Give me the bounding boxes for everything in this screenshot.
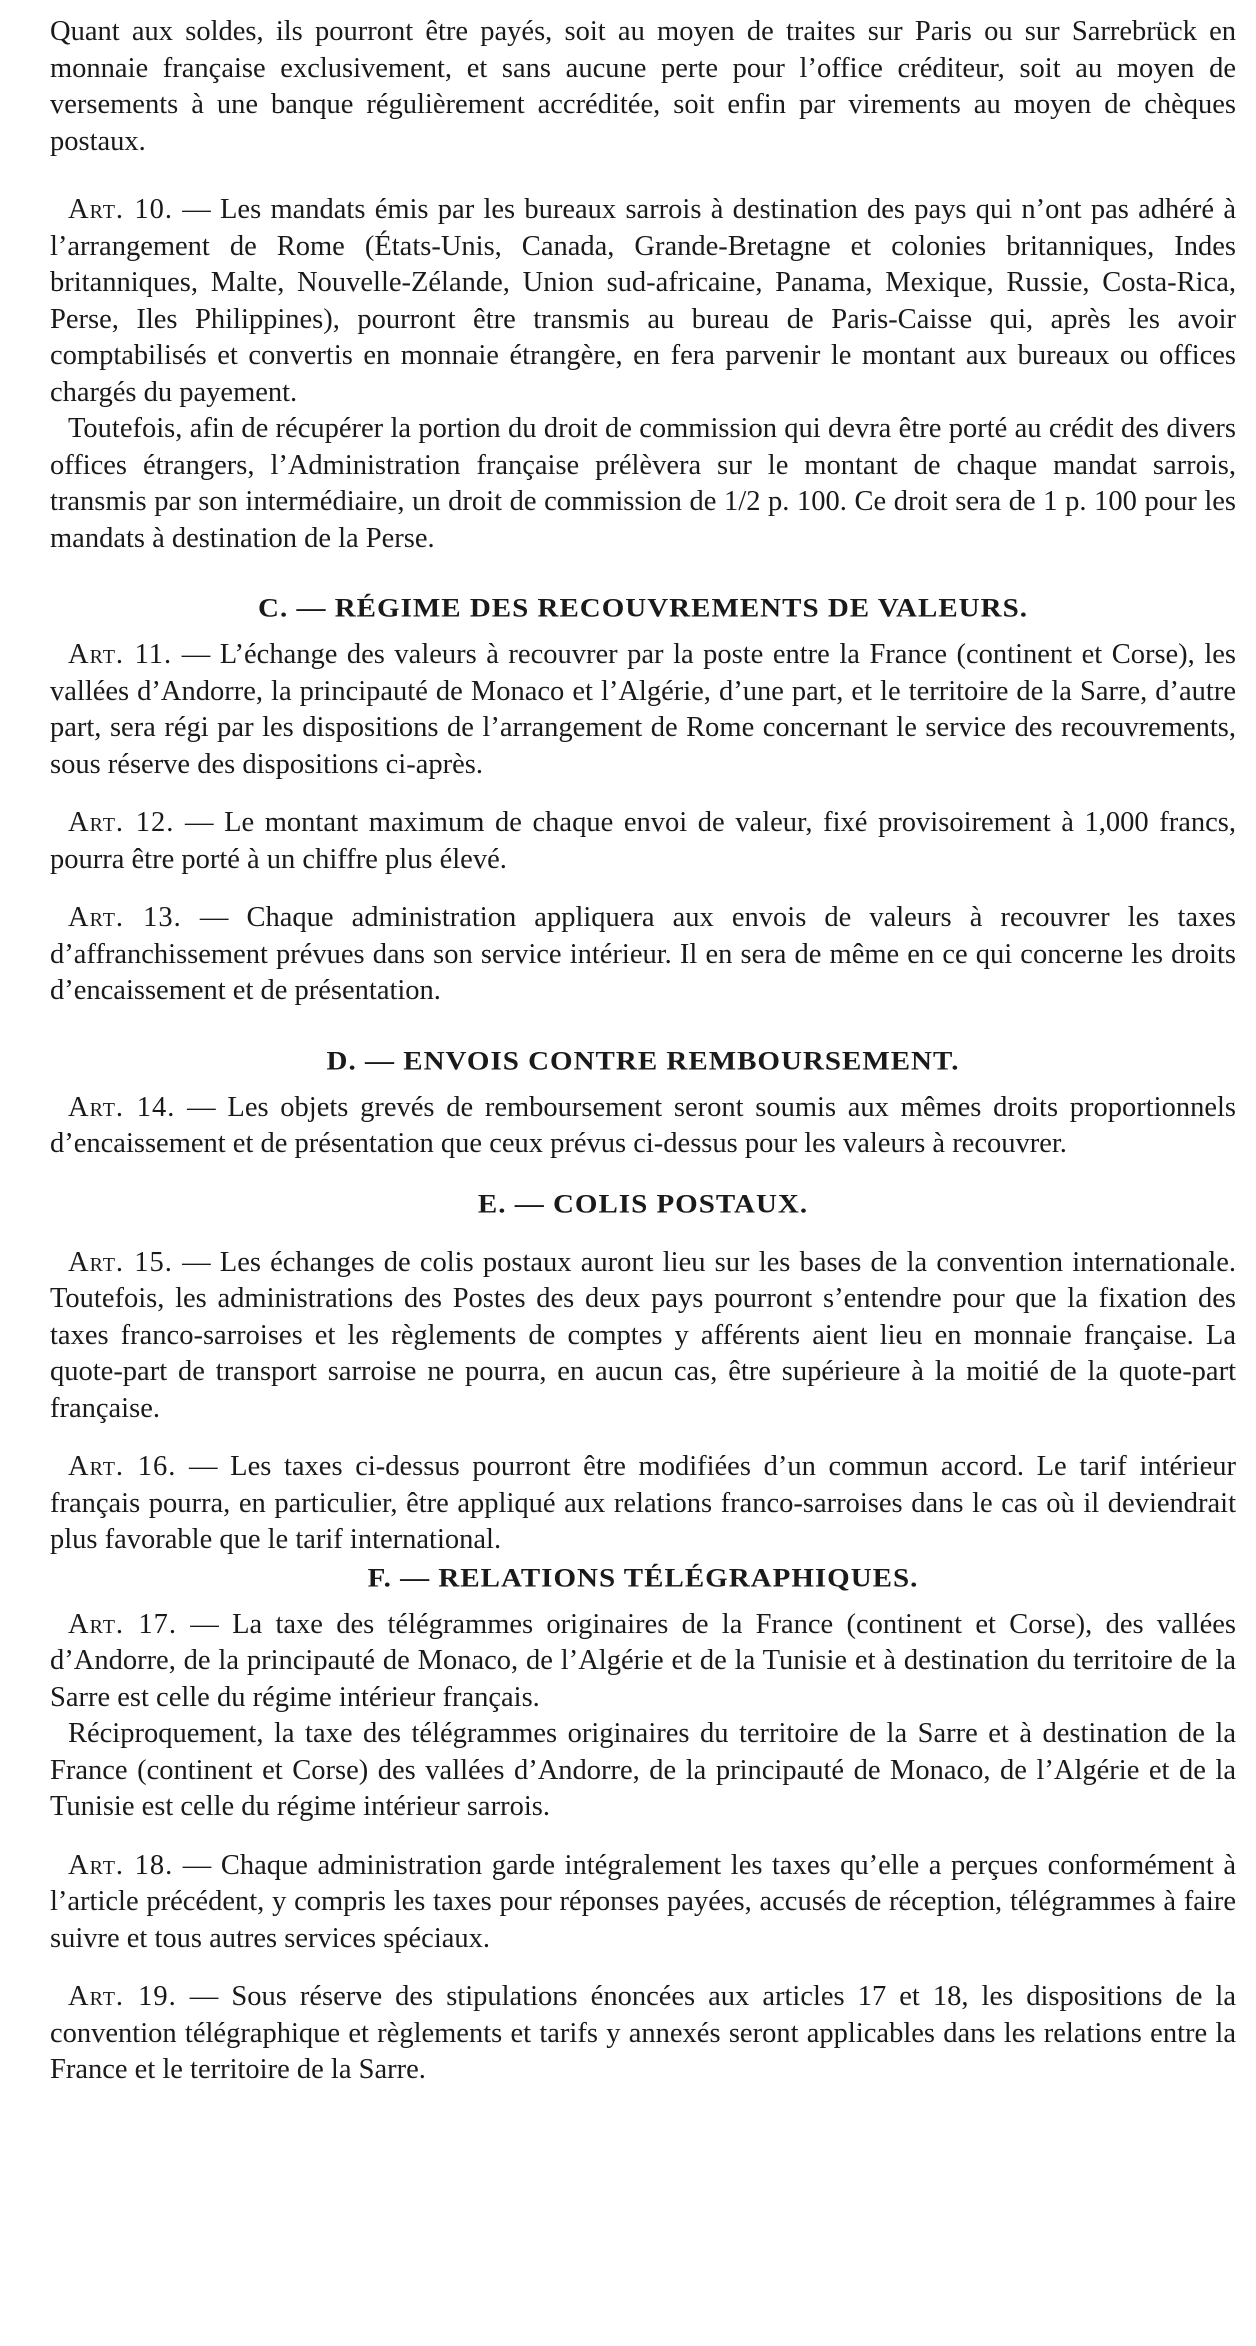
- section-heading-e: E. — COLIS POSTAUX.: [477, 1188, 809, 1219]
- article-text: — Chaque administration appliquera aux envois de valeurs à recouvrer les taxes d’affranchissement prévues dans son service intérieur. Il en sera de même en ce qui concerne les droits d’encaissement et de présentation.: [50, 902, 1237, 1006]
- paragraph-soldes: Quant aux soldes, ils pourront être payés, soit au moyen de traites sur Paris ou sur Sarrebrück en monnaie française exclusivement, et sans aucune perte pour l’office créditeur, soit au moyen de versements à une banque régulièrement accréditée, soit enfin par virements au moyen de chèques postaux.: [50, 16, 1236, 157]
- article-12: [50, 805, 1236, 878]
- article-14: [50, 1090, 1236, 1163]
- article-text: — Sous réserve des stipulations énoncées aux articles 17 et 18, les dispositions de la convention télégraphique et règlements et tarifs y annexés seront applicables dans les relations entre la France et le territoire de la Sarre.: [50, 1981, 1236, 2085]
- article-11: [50, 637, 1236, 783]
- article-label: Art. 16.: [68, 1451, 177, 1482]
- article-text: — Le montant maximum de chaque envoi de valeur, fixé provisoirement à 1,000 francs, pourra être porté à un chiffre plus élevé.: [50, 807, 1237, 875]
- section-heading-f: F. — RELATIONS TÉLÉGRAPHIQUES.: [367, 1562, 919, 1593]
- article-label: Art. 15.: [68, 1246, 173, 1278]
- article-text: — Les objets grevés de remboursement seront soumis aux mêmes droits proportionnels d’encaissement et de présentation que ceux prévus ci-dessus pour les valeurs à recouvrer.: [50, 1091, 1237, 1159]
- article-text: — Les taxes ci-dessus pourront être modifiées d’un commun accord. Le tarif intérieur français pourra, en particulier, être appliqué aux relations franco-sarroises dans le cas où il deviendrait plus favorable que le tarif international.: [50, 1451, 1236, 1555]
- article-10: [50, 192, 1236, 411]
- article-text: — L’échange des valeurs à recouvrer par la poste entre la France (continent et Corse), les vallées d’Andorre, la principauté de Monaco et l’Algérie, d’une part, et le territoire de la Sarre, d’autre part, sera régi par les dispositions de l’arrangement de Rome concernant le service des recouvrements, sous réserve des dispositions ci-après.: [50, 639, 1236, 780]
- section-heading-d: D. — ENVOIS CONTRE REMBOURSEMENT.: [326, 1045, 960, 1076]
- article-10-paragraph-2: Toutefois, afin de récupérer la portion du droit de commission qui devra être porté au crédit des divers offices étrangers, l’Administration française prélèvera sur le montant de chaque mandat sarrois, transmis par son intermédiaire, un droit de commission de 1/2 p. 100. Ce droit sera de 1 p. 100 pour les mandats à destination de la Perse.: [50, 413, 1236, 554]
- article-label: Art. 12.: [68, 807, 175, 838]
- article-18: [50, 1848, 1236, 1958]
- article-16: [50, 1449, 1236, 1559]
- article-label: Art. 10.: [68, 194, 173, 225]
- article-text: — Les mandats émis par les bureaux sarrois à destination des pays qui n’ont pas adhéré à l’arrangement de Rome (États-Unis, Canada, Grande-Bretagne et colonies britanniques, Indes britanniques, Malte, Nouvelle-Zélande, Union sud-africaine, Panama, Mexique, Russie, Costa-Rica, Perse, Iles Philippines), pourront être transmis au bureau de Paris-Caisse qui, après les avoir comptabilisés et convertis en monnaie étrangère, en fera parvenir le montant aux bureaux ou offices chargés du payement.: [50, 194, 1236, 408]
- article-text: — La taxe des télégrammes originaires de la France (continent et Corse), des vallées d’Andorre, de la principauté de Monaco, de l’Algérie et de la Tunisie et à destination du territoire de la Sarre est celle du régime intérieur français.: [50, 1608, 1237, 1713]
- article-19: [50, 1979, 1236, 2089]
- article-17-paragraph-2: Réciproquement, la taxe des télégrammes originaires du territoire de la Sarre et à destination de la France (continent et Corse) des vallées d’Andorre, de la principauté de Monaco, de l’Algérie et de la Tunisie est celle du régime intérieur sarrois.: [50, 1718, 1236, 1822]
- section-heading-c: C. — RÉGIME DES RECOUVREMENTS DE VALEURS.: [258, 593, 1028, 623]
- article-label: Art. 19.: [68, 1981, 177, 2012]
- article-label: Art. 11.: [68, 639, 173, 670]
- article-text: — Les échanges de colis postaux auront lieu sur les bases de la convention internationale. Toutefois, les administrations des Postes des deux pays pourront s’entendre pour que la fixation des taxes franco-sarroises et les règlements de comptes y afférents aient lieu en monnaie française. La quote-part de transport sarroise ne pourra, en aucun cas, être supérieure à la moitié de la quote-part française.: [50, 1246, 1237, 1424]
- article-label: Art. 14.: [68, 1091, 176, 1123]
- article-13: [50, 900, 1236, 1010]
- article-15: [50, 1245, 1236, 1428]
- article-label: Art. 13.: [68, 902, 182, 933]
- article-17: [50, 1607, 1236, 1717]
- article-label: Art. 18.: [68, 1849, 174, 1881]
- article-label: Art. 17.: [68, 1608, 177, 1640]
- article-text: — Chaque administration garde intégralement les taxes qu’elle a perçues conformément à l’article précédent, y compris les taxes pour réponses payées, accusés de réception, télégrammes à faire suivre et tous autres services spéciaux.: [50, 1849, 1236, 1954]
